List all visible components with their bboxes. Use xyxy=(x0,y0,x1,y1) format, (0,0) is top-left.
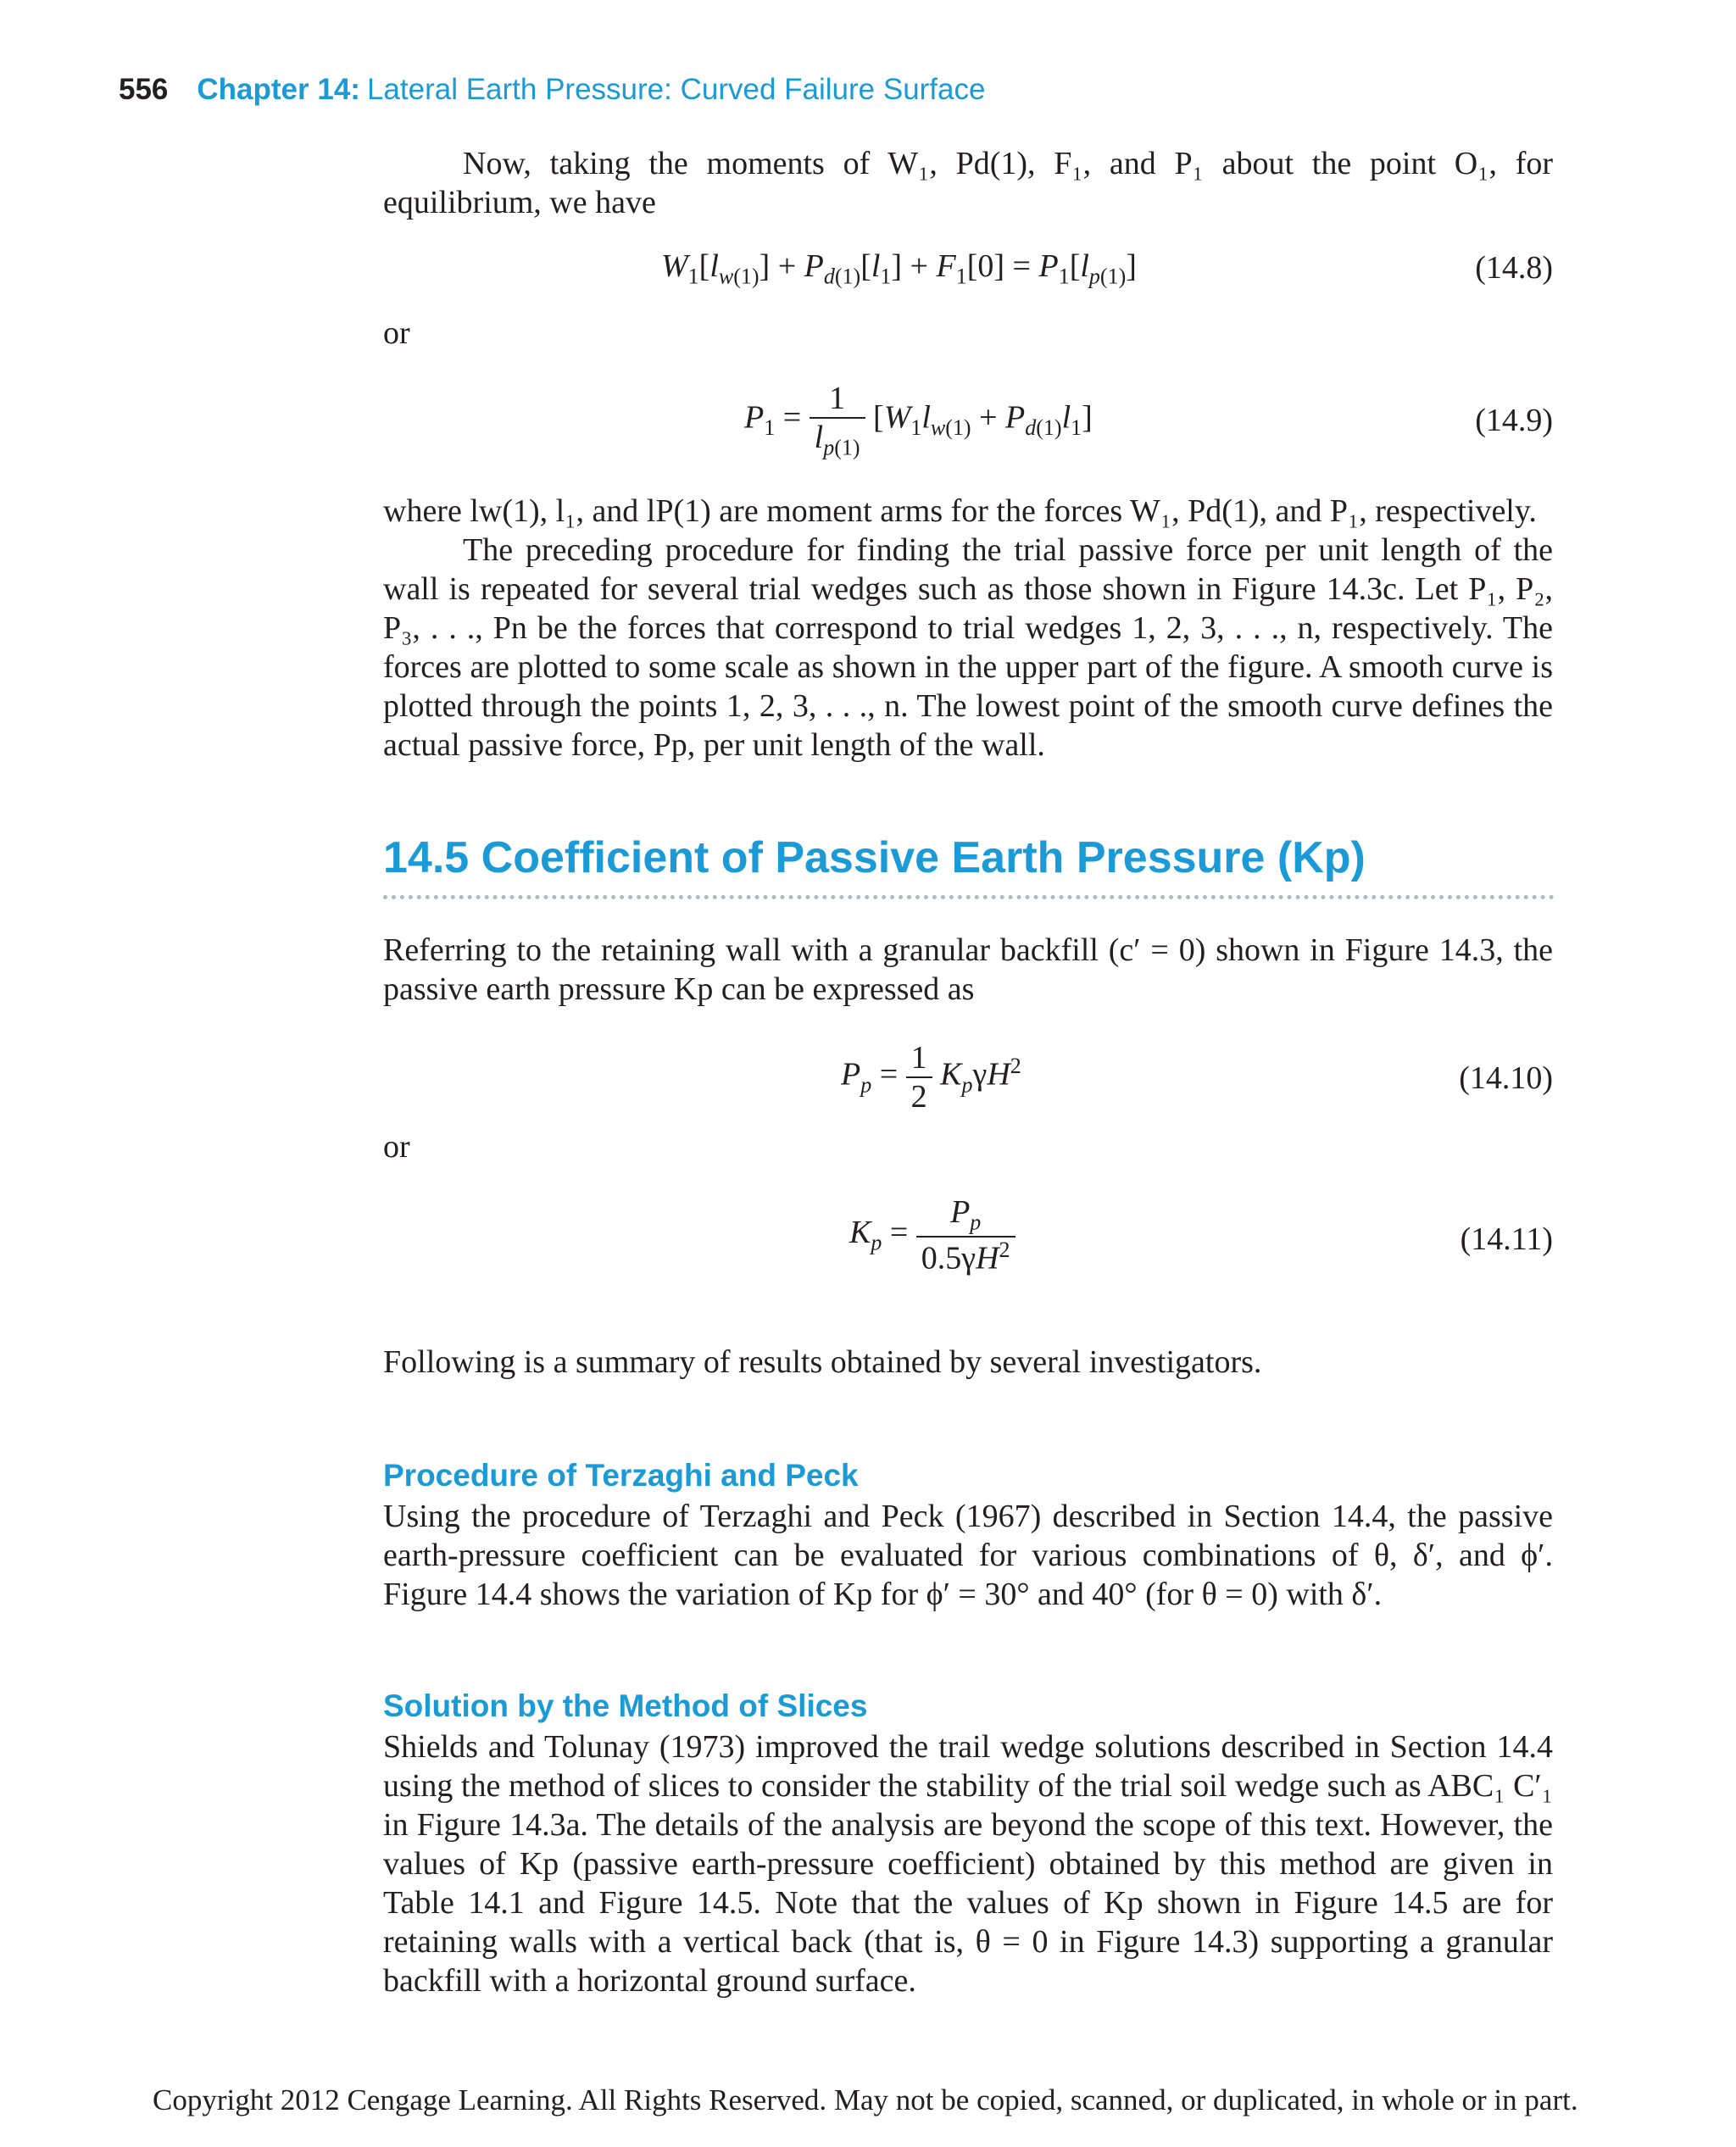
paragraph-method-of-slices: Shields and Tolunay (1973) improved the trail wedge solutions described in Section 14.4 using the method of slices to consider the stability of the trial soil wedge such as ABC₁ C′₁ in Figure 14.3a. The details of the analysis are beyond the scope of this text. However, the values of Kp (passive earth-pressure coefficient) obtained by this method are given in Table 14.1 and Figure 14.5. Note that the values of Kp shown in Figure 14.5 are for retaining walls with a vertical back (that is, θ = 0 in Figure 14.3) supporting a granular backfill with a horizontal ground surface. xyxy=(383,1729,1553,1999)
equation-14-9: $P_1$ = $\frac{1}{l_{p(1)}}$ $[W_1l_{w(1)} + P_{d(1)}l_1]$ xyxy=(744,381,1093,460)
equation-14-11: $K_p$ = $\frac{P_p}{0.5\gamma H^2}$ xyxy=(849,1193,1015,1277)
paragraph-summary: Following is a summary of results obtained by several investigators. xyxy=(383,1344,1262,1380)
paragraph-intro-moments: Now, taking the moments of W₁, Pd(1), F₁, and P₁ about the point O₁, for equilibrium, we have xyxy=(383,146,1553,220)
paragraph-moment-arms: where lw(1), l₁, and lP(1) are moment arms for the forces W₁, Pd(1), and P₁, respectively. xyxy=(383,493,1537,529)
subsection-heading-method-of-slices: Solution by the Method of Slices xyxy=(383,1688,868,1723)
running-header xyxy=(119,73,985,107)
equation-number-14-9: (14.9) xyxy=(1475,403,1553,438)
equation-number-14-10: (14.10) xyxy=(1459,1060,1553,1096)
section-heading-14-5: 14.5 Coefficient of Passive Earth Pressure (Kp) xyxy=(383,833,1366,882)
equation-14-10: $P_p$ = $\frac{1}{2}$ $K_p\gamma H^2$ xyxy=(841,1040,1021,1115)
page-number: 556 xyxy=(119,73,169,106)
paragraph-terzaghi-peck: Using the procedure of Terzaghi and Peck (1967) described in Section 14.4, the passive earth-pressure coefficient can be evaluated for various combinations of θ, δ′, and ϕ′. Figure 14.4 shows the variation of Kp for ϕ′ = 30° and 40° (for θ = 0) with δ′. xyxy=(383,1499,1553,1612)
section-divider xyxy=(383,895,1555,899)
chapter-label: Chapter 14: xyxy=(197,73,360,106)
connector-or-2: or xyxy=(383,1129,410,1165)
subsection-heading-terzaghi-peck: Procedure of Terzaghi and Peck xyxy=(383,1458,859,1493)
equation-number-14-11: (14.11) xyxy=(1460,1221,1553,1257)
equation-number-14-8: (14.8) xyxy=(1475,250,1553,286)
copyright-footer: Copyright 2012 Cengage Learning. All Rights Reserved. May not be copied, scanned, or duplicated, in whole or in part. xyxy=(153,2083,1578,2116)
paragraph-procedure: The preceding procedure for finding the trial passive force per unit length of the wall is repeated for several trial wedges such as those shown in Figure 14.3c. Let P₁, P₂, P₃, . . ., Pn be the forces that correspond to trial wedges 1, 2, 3, . . ., n, respectively. The forces are plotted to some scale as shown in the upper part of the figure. A smooth curve is plotted through the points 1, 2, 3, . . ., n. The lowest point of the smooth curve defines the actual passive force, Pp, per unit length of the wall. xyxy=(383,532,1553,763)
connector-or-1: or xyxy=(383,315,410,351)
paragraph-referring: Referring to the retaining wall with a granular backfill (c′ = 0) shown in Figure 14.3, the passive earth pressure Kp can be expressed as xyxy=(383,932,1553,1007)
equation-14-8: $W_1[l_{w(1)}] + P_{d(1)}[l_1] + F_1[0] = P_1[l_{p(1)}]$ xyxy=(661,248,1137,289)
chapter-title: Lateral Earth Pressure: Curved Failure Surface xyxy=(366,73,986,106)
